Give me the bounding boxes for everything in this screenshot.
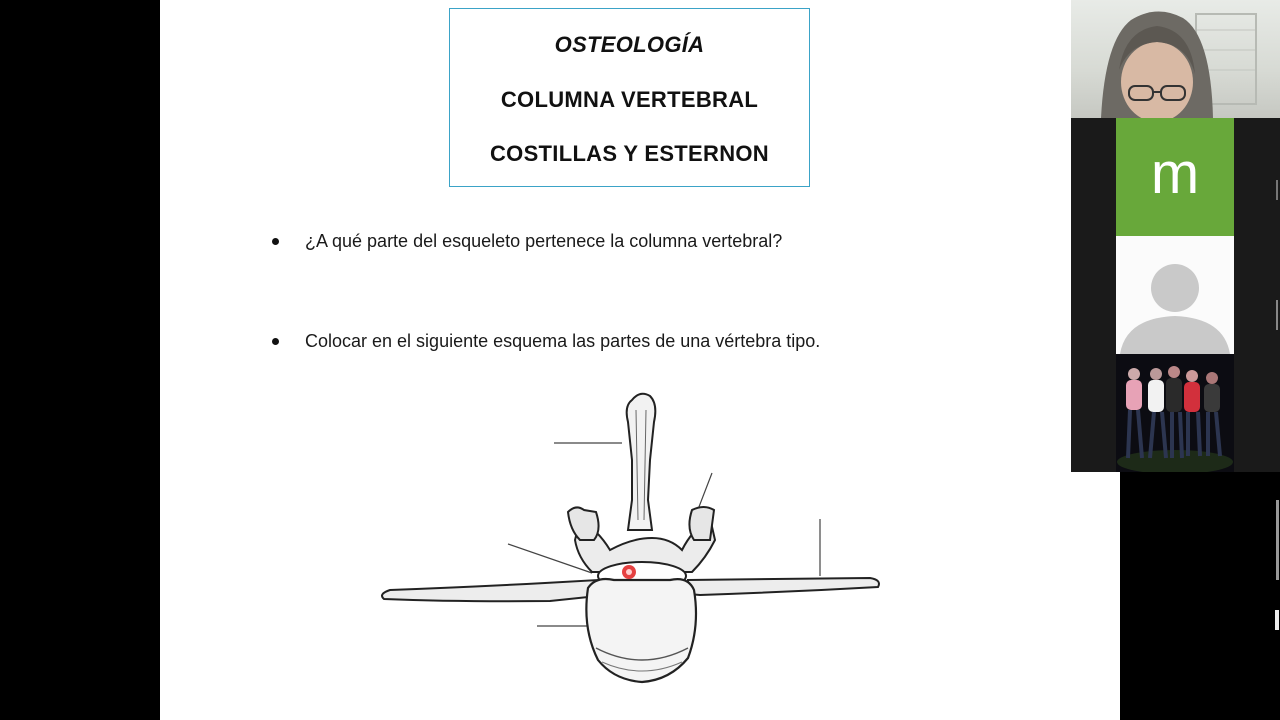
participant-tile-m[interactable] [1116,118,1234,236]
vertebra-diagram [370,380,930,700]
title-box [449,8,810,187]
bullet-dot [272,338,279,345]
bullet-instruction-text: Colocar en el siguiente esquema las partes de una vértebra tipo. [305,331,821,351]
spinous-process [627,394,656,530]
slide-title-columna: COLUMNA VERTEBRAL [500,86,759,112]
bullet-question-text: ¿A qué parte del esqueleto pertenece la columna vertebral? [305,231,783,251]
presentation-slide [160,0,1120,720]
participant-tile-photo[interactable] [1116,354,1234,472]
left-transverse-process [382,580,598,601]
participant-initial: m [1150,141,1200,206]
right-articular-process [689,507,714,540]
default-avatar-icon [1116,236,1234,354]
slide-title-osteologia: OSTEOLOGÍA [554,32,705,57]
bullet-question [272,231,782,252]
edge-artifact [1274,0,1280,640]
group-photo-icon [1116,354,1234,472]
presenter-silhouette-icon [1071,0,1280,118]
left-articular-process [568,507,599,540]
bullet-instruction [272,331,820,352]
right-transverse-process [688,578,879,595]
presenter-video[interactable] [1071,0,1280,118]
participant-tile-avatar[interactable] [1116,236,1234,354]
bullet-dot [272,238,279,245]
slide-title-costillas: COSTILLAS Y ESTERNON [489,141,769,166]
vertebral-body [586,579,696,682]
